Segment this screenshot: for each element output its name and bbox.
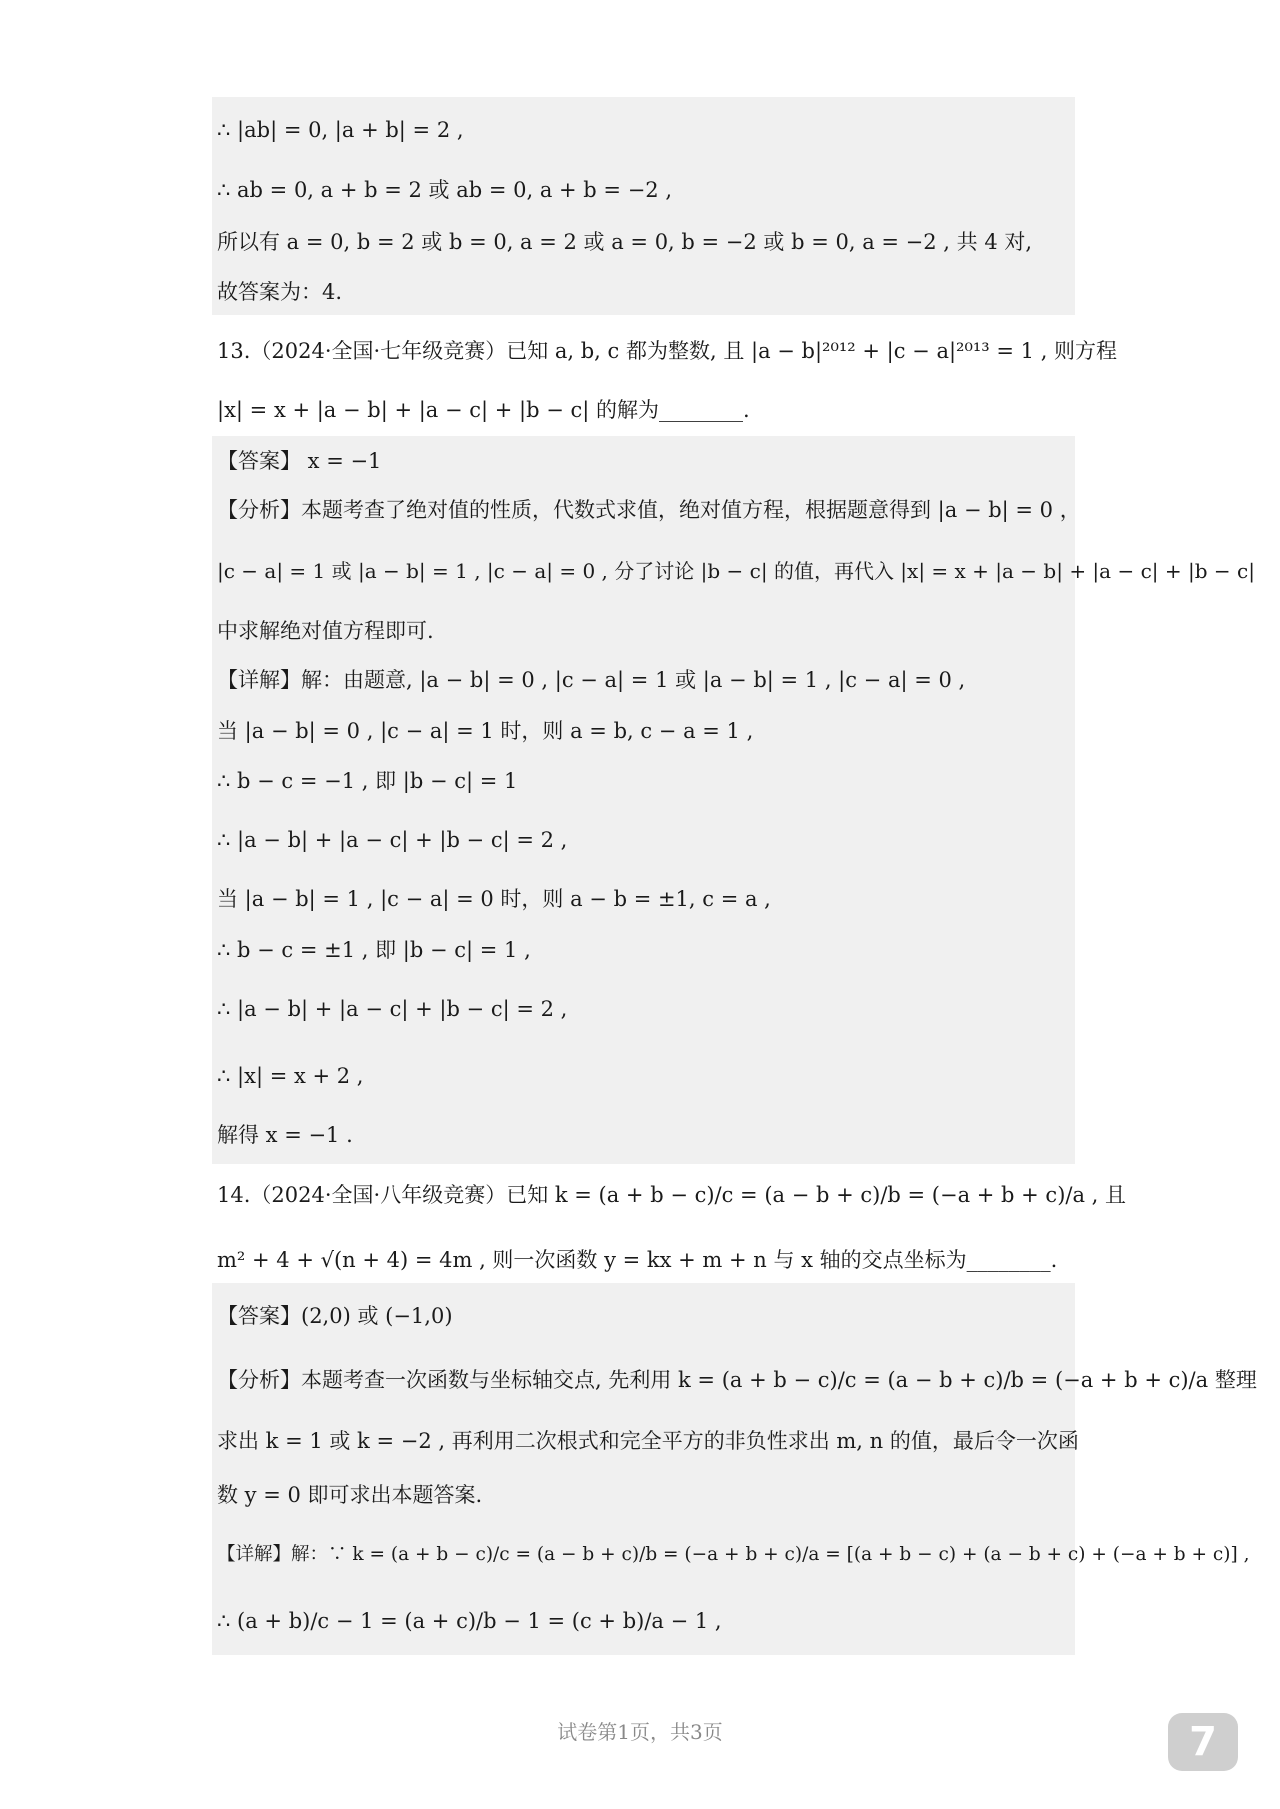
question-13-equation: |x| = x + |a − b| + |a − c| + |b − c| 的解为________.	[217, 398, 750, 422]
answer-13: 【答案】 x = −1	[217, 449, 382, 473]
text-line: ∴ |a − b| + |a − c| + |b − c| = 2 ,	[217, 828, 568, 852]
text-line: ∴ |ab| = 0, |a + b| = 2 ,	[217, 118, 464, 142]
text-line: 故答案为：4.	[217, 280, 343, 304]
text-line: 当 |a − b| = 1 , |c − a| = 0 时，则 a − b = ±1, c = a ,	[217, 887, 771, 911]
text-line: 解得 x = −1 .	[217, 1123, 353, 1147]
text-line: 所以有 a = 0, b = 2 或 b = 0, a = 2 或 a = 0, b = −2 或 b = 0, a = −2 , 共 4 对,	[217, 230, 1033, 254]
text-line: 求出 k = 1 或 k = −2 , 再利用二次根式和完全平方的非负性求出 m, n 的值，最后令一次函	[217, 1429, 1079, 1453]
solution-shade-3	[212, 1283, 1075, 1655]
question-13: 13.（2024·全国·七年级竞赛）已知 a, b, c 都为整数, 且 |a − b|²⁰¹² + |c − a|²⁰¹³ = 1 , 则方程	[217, 339, 1118, 363]
page-footer: 试卷第1页，共3页	[557, 1720, 723, 1744]
text-line: ∴ ab = 0, a + b = 2 或 ab = 0, a + b = −2 ,	[217, 178, 673, 202]
text-line: 中求解绝对值方程即可.	[217, 619, 434, 643]
text-line: 数 y = 0 即可求出本题答案.	[217, 1483, 483, 1507]
text-line: ∴ |a − b| + |a − c| + |b − c| = 2 ,	[217, 997, 568, 1021]
analysis-13: 【分析】本题考查了绝对值的性质，代数式求值，绝对值方程，根据题意得到 |a − b| = 0 ，	[217, 498, 1081, 522]
text-line: |c − a| = 1 或 |a − b| = 1 , |c − a| = 0 , 分了讨论 |b − c| 的值，再代入 |x| = x + |a − b| + |a − c| + |b − c|	[217, 559, 1255, 583]
page-number-badge: 7	[1168, 1713, 1238, 1771]
detail-13: 【详解】解：由题意, |a − b| = 0 , |c − a| = 1 或 |a − b| = 1 , |c − a| = 0 ,	[217, 668, 966, 692]
detail-14: 【详解】解：∵ k = (a + b − c)/c = (a − b + c)/b = (−a + b + c)/a = [(a + b − c) + (a − b + c) + (−a + b + c)] ,	[217, 1544, 1250, 1565]
analysis-14: 【分析】本题考查一次函数与坐标轴交点, 先利用 k = (a + b − c)/c = (a − b + c)/b = (−a + b + c)/a 整理	[217, 1368, 1257, 1392]
solution-shade-2	[212, 436, 1075, 1164]
text-line: ∴ (a + b)/c − 1 = (a + c)/b − 1 = (c + b)/a − 1 ,	[217, 1609, 722, 1633]
text-line: ∴ |x| = x + 2 ,	[217, 1064, 364, 1088]
text-line: 当 |a − b| = 0 , |c − a| = 1 时，则 a = b, c − a = 1 ,	[217, 719, 754, 743]
text-line: ∴ b − c = ±1 , 即 |b − c| = 1 ,	[217, 938, 531, 962]
answer-14: 【答案】(2,0) 或 (−1,0)	[217, 1304, 453, 1328]
text-line: ∴ b − c = −1 , 即 |b − c| = 1	[217, 769, 518, 793]
question-14-condition: m² + 4 + √(n + 4) = 4m , 则一次函数 y = kx + m + n 与 x 轴的交点坐标为________.	[217, 1248, 1058, 1272]
question-14: 14.（2024·全国·八年级竞赛）已知 k = (a + b − c)/c = (a − b + c)/b = (−a + b + c)/a , 且	[217, 1183, 1127, 1207]
